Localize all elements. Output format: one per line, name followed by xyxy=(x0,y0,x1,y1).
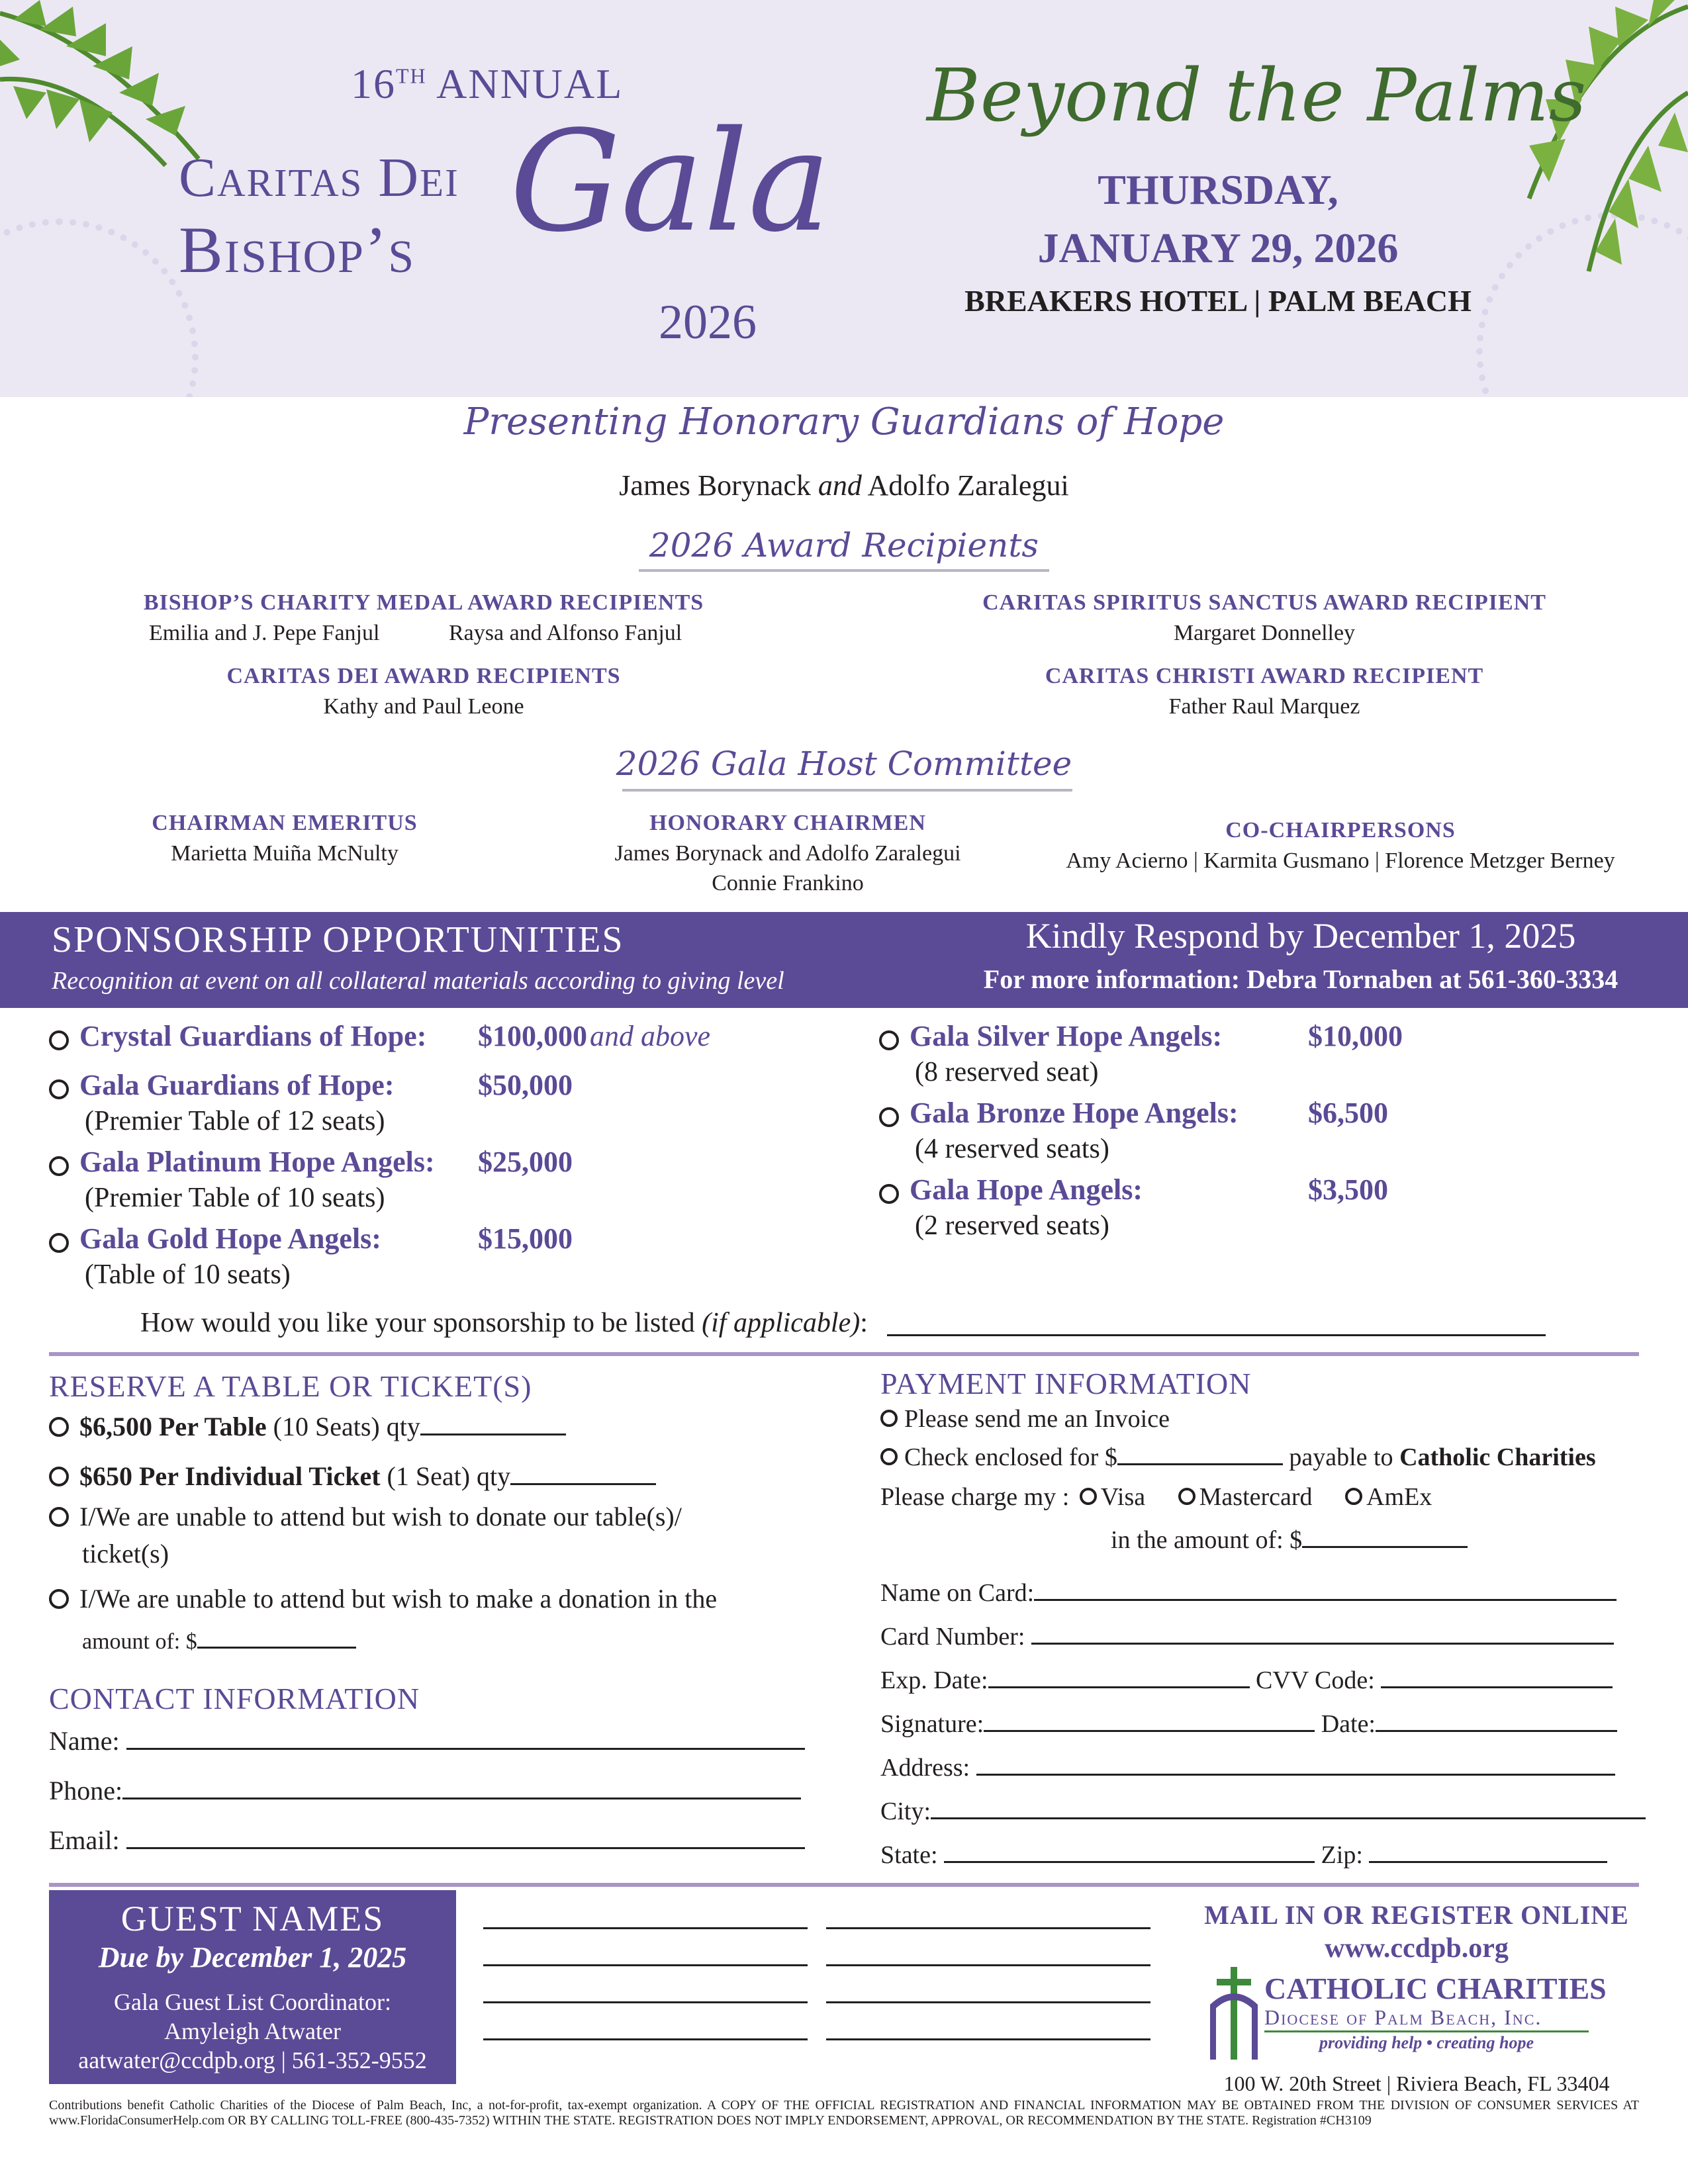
signature-date-row[interactable]: Signature: Date: xyxy=(880,1709,1617,1739)
checkbox-circle-icon[interactable] xyxy=(879,1107,899,1127)
guest-names-due: Due by December 1, 2025 xyxy=(98,1941,407,1974)
donation-amount-input[interactable] xyxy=(197,1647,356,1649)
payment-heading: PAYMENT INFORMATION xyxy=(880,1367,1252,1400)
checkbox-circle-icon[interactable] xyxy=(49,1589,69,1609)
reserve-heading: RESERVE A TABLE OR TICKET(S) xyxy=(49,1369,532,1403)
cvv-input[interactable] xyxy=(1381,1686,1613,1688)
edition-number: 16 xyxy=(351,60,396,107)
sponsor-note-silver: (8 reserved seat) xyxy=(915,1057,1099,1087)
chairman-emeritus-title: CHAIRMAN EMERITUS xyxy=(152,811,418,835)
guest-name-input[interactable] xyxy=(483,2038,808,2040)
address-row[interactable]: Address: xyxy=(880,1753,1615,1782)
section-divider xyxy=(49,1352,1639,1356)
co-chairpersons-title: CO-CHAIRPERSONS xyxy=(1225,818,1456,842)
honorary-chairmen-names-2: Connie Frankino xyxy=(712,871,864,895)
checkbox-circle-icon[interactable] xyxy=(49,1156,69,1176)
check-amount-input[interactable] xyxy=(1117,1463,1283,1465)
awards-heading: 2026 Award Recipients xyxy=(649,526,1039,565)
committee-heading: 2026 Gala Host Committee xyxy=(616,745,1072,783)
event-venue: BREAKERS HOTEL | PALM BEACH xyxy=(964,284,1472,318)
coordinator-label: Gala Guest List Coordinator: xyxy=(114,1989,391,2015)
checkbox-circle-icon[interactable] xyxy=(879,1030,899,1050)
state-input[interactable] xyxy=(944,1861,1315,1863)
sponsor-amount-guardians: $50,000 xyxy=(478,1069,573,1101)
checkbox-circle-icon[interactable] xyxy=(49,1467,69,1486)
sponsor-note-hope-angels: (2 reserved seats) xyxy=(915,1210,1109,1241)
guest-name-input[interactable] xyxy=(826,2001,1150,2003)
honorary-chairmen-title: HONORARY CHAIRMEN xyxy=(649,811,926,835)
guest-names-title: GUEST NAMES xyxy=(120,1899,385,1938)
honorary-chairmen-names-1: James Borynack and Adolfo Zaralegui xyxy=(614,841,961,866)
sponsorship-subtitle: Recognition at event on all collateral materials according to giving level xyxy=(52,967,784,995)
more-info: For more information: Debra Tornaben at 561-360-3334 xyxy=(983,964,1618,994)
dei-award-title: CARITAS DEI AWARD RECIPIENTS xyxy=(226,664,621,688)
edition-word: ANNUAL xyxy=(436,60,624,107)
name-on-card-input[interactable] xyxy=(1034,1599,1617,1601)
reserve-ticket-row[interactable]: $650 Per Individual Ticket (1 Seat) qty xyxy=(49,1461,656,1492)
gala-year: 2026 xyxy=(659,295,757,349)
org-tagline: providing help • creating hope xyxy=(1319,2033,1534,2052)
card-number-input[interactable] xyxy=(1031,1643,1614,1645)
sponsor-note-bronze: (4 reserved seats) xyxy=(915,1134,1109,1164)
address-input[interactable] xyxy=(976,1774,1615,1776)
palm-frond-right-icon xyxy=(1489,0,1688,278)
title-line-1: Caritas Dei xyxy=(179,147,459,208)
co-chairpersons-names: Amy Acierno | Karmita Gusmano | Florence Metzger Berney xyxy=(1066,848,1615,873)
coordinator-contact: aatwater@ccdpb.org | 561-352-9552 xyxy=(78,2047,427,2073)
sponsor-level-guardians[interactable]: Gala Guardians of Hope: xyxy=(49,1068,395,1102)
sponsor-level-hope-angels[interactable]: Gala Hope Angels: xyxy=(879,1173,1143,1206)
checkbox-circle-icon[interactable] xyxy=(880,1410,898,1427)
check-option[interactable]: Check enclosed for $ payable to Catholic Charities xyxy=(880,1443,1596,1472)
reserve-table-row[interactable]: $6,500 Per Table (10 Seats) qty xyxy=(49,1411,566,1442)
checkbox-circle-icon[interactable] xyxy=(49,1079,69,1099)
donate-table-row[interactable]: I/We are unable to attend but wish to donate our table(s)/ xyxy=(49,1501,682,1532)
guest-name-input[interactable] xyxy=(483,1964,808,1966)
title-line-2: Bishop’s xyxy=(179,213,416,287)
sponsor-note-guardians: (Premier Table of 12 seats) xyxy=(85,1106,385,1136)
invoice-option[interactable]: Please send me an Invoice xyxy=(880,1404,1170,1433)
honorary-names xyxy=(0,469,1688,502)
sponsor-amount-platinum: $25,000 xyxy=(478,1146,573,1178)
committee-heading-underline xyxy=(622,789,1072,792)
sponsor-level-silver[interactable]: Gala Silver Hope Angels: xyxy=(879,1019,1222,1053)
legal-disclaimer: Contributions benefit Catholic Charities of the Diocese of Palm Beach, Inc, a not-for-profit, tax-exempt organization. A COPY OF THE OFFICIAL REGISTRATION AND FINANCIAL INFORMATION MAY BE OBTAINED FROM THE DIVISION OF CONSUMER SERVICES AT www.FloridaConsumerHelp.com OR BY CALLING TOLL-FREE (800-435-7352) WITHIN THE STATE. REGISTRATION DOES NOT IMPLY ENDORSEMENT, APPROVAL, OR RECOMMENDATION BY THE STATE. Registration #CH3109 xyxy=(49,2098,1639,2128)
contact-name-row[interactable]: Name: xyxy=(49,1725,805,1756)
signature-date-input[interactable] xyxy=(1376,1730,1617,1732)
charge-amount-row[interactable]: in the amount of: $ xyxy=(1111,1525,1468,1555)
signature-input[interactable] xyxy=(984,1730,1315,1732)
org-divider xyxy=(1264,2030,1589,2032)
sponsorship-listing-input[interactable] xyxy=(887,1334,1546,1336)
honorary-and: and xyxy=(818,469,862,502)
org-subtitle: Diocese of Palm Beach, Inc. xyxy=(1264,2005,1542,2029)
lace-ornament-left xyxy=(0,218,199,397)
sponsor-amount-bronze: $6,500 xyxy=(1308,1097,1388,1129)
website-link[interactable]: www.ccdpb.org xyxy=(1325,1933,1509,1964)
respond-deadline: Kindly Respond by December 1, 2025 xyxy=(1025,916,1576,956)
checkbox-circle-icon[interactable] xyxy=(49,1030,69,1050)
guest-name-input[interactable] xyxy=(483,2001,808,2003)
sponsorship-title: SPONSORSHIP OPPORTUNITIES xyxy=(52,919,624,960)
sponsor-amount-crystal: $100,000 and above xyxy=(478,1020,711,1052)
contact-heading: CONTACT INFORMATION xyxy=(49,1682,420,1715)
zip-input[interactable] xyxy=(1369,1861,1607,1863)
bishops-award-names-b: Raysa and Alfonso Fanjul xyxy=(449,621,682,645)
sponsor-level-platinum[interactable]: Gala Platinum Hope Angels: xyxy=(49,1145,435,1179)
exp-date-input[interactable] xyxy=(988,1686,1250,1688)
event-day: THURSDAY, xyxy=(1098,166,1338,213)
table-qty-input[interactable] xyxy=(420,1433,566,1435)
gala-script-title: Gala xyxy=(510,101,831,263)
honorary-name-2: Adolfo Zaralegui xyxy=(867,469,1069,502)
sponsor-amount-silver: $10,000 xyxy=(1308,1020,1403,1052)
name-on-card-row[interactable]: Name on Card: xyxy=(880,1578,1617,1608)
coordinator-name: Amyleigh Atwater xyxy=(164,2018,341,2044)
checkbox-circle-icon[interactable] xyxy=(49,1233,69,1253)
checkbox-circle-icon[interactable] xyxy=(880,1448,898,1465)
dei-award-names: Kathy and Paul Leone xyxy=(323,694,524,719)
chairman-emeritus-name: Marietta Muiña McNulty xyxy=(171,841,399,866)
guest-name-input[interactable] xyxy=(826,1927,1150,1929)
guest-name-input[interactable] xyxy=(826,2038,1150,2040)
catholic-charities-cross-icon xyxy=(1210,1967,1258,2060)
checkbox-circle-icon[interactable] xyxy=(49,1507,69,1527)
honorary-heading: Presenting Honorary Guardians of Hope xyxy=(463,400,1225,443)
donation-amount-row[interactable]: amount of: $ xyxy=(82,1629,356,1655)
contact-email-row[interactable]: Email: xyxy=(49,1825,805,1856)
charge-card-row: Please charge my : Visa Mastercard AmEx xyxy=(880,1483,1432,1511)
section-divider-2 xyxy=(49,1883,1639,1887)
city-input[interactable] xyxy=(931,1817,1646,1819)
sponsor-level-gold[interactable]: Gala Gold Hope Angels: xyxy=(49,1222,381,1255)
checkbox-circle-icon[interactable] xyxy=(49,1417,69,1437)
city-row[interactable]: City: xyxy=(880,1797,1646,1826)
org-name: CATHOLIC CHARITIES xyxy=(1264,1972,1607,2005)
exp-cvv-row[interactable]: Exp. Date: CVV Code: xyxy=(880,1666,1613,1695)
edition-superscript: TH xyxy=(396,64,427,88)
spiritus-award-name: Margaret Donnelley xyxy=(1173,621,1356,645)
visa-radio-icon[interactable] xyxy=(1080,1488,1097,1505)
sponsor-amount-gold: $15,000 xyxy=(478,1222,573,1255)
amex-radio-icon[interactable] xyxy=(1345,1488,1362,1505)
donate-table-row-cont: ticket(s) xyxy=(82,1539,169,1569)
contact-phone-input[interactable] xyxy=(122,1797,801,1799)
contact-email-input[interactable] xyxy=(126,1847,805,1849)
event-date: JANUARY 29, 2026 xyxy=(1037,224,1399,271)
checkbox-circle-icon[interactable] xyxy=(879,1184,899,1204)
charge-amount-input[interactable] xyxy=(1302,1546,1468,1548)
sponsor-level-bronze[interactable]: Gala Bronze Hope Angels: xyxy=(879,1096,1239,1130)
spiritus-award-title: CARITAS SPIRITUS SANCTUS AWARD RECIPIENT xyxy=(982,590,1546,615)
sponsor-amount-hope-angels: $3,500 xyxy=(1308,1173,1388,1206)
contact-name-input[interactable] xyxy=(126,1748,805,1750)
honorary-name-1: James Borynack xyxy=(619,469,811,502)
mail-in-heading: MAIL IN OR REGISTER ONLINE xyxy=(1204,1900,1629,1930)
ticket-qty-input[interactable] xyxy=(510,1483,656,1485)
christi-award-name: Father Raul Marquez xyxy=(1168,694,1360,719)
sponsor-note-platinum: (Premier Table of 10 seats) xyxy=(85,1183,385,1213)
beyond-the-palms-tagline: Beyond the Palms xyxy=(927,53,1587,138)
card-number-row[interactable]: Card Number: xyxy=(880,1622,1614,1651)
mailing-address: 100 W. 20th Street | Riviera Beach, FL 33404 xyxy=(1223,2071,1610,2095)
sponsor-note-gold: (Table of 10 seats) xyxy=(85,1259,291,1290)
guest-name-input[interactable] xyxy=(483,1927,808,1929)
sponsorship-listing-question: How would you like your sponsorship to be listed (if applicable): xyxy=(140,1308,868,1338)
guest-name-input[interactable] xyxy=(826,1964,1150,1966)
contact-phone-row[interactable]: Phone: xyxy=(49,1775,801,1806)
christi-award-title: CARITAS CHRISTI AWARD RECIPIENT xyxy=(1045,664,1484,688)
mastercard-radio-icon[interactable] xyxy=(1178,1488,1196,1505)
state-zip-row[interactable]: State: Zip: xyxy=(880,1841,1607,1870)
bishops-award-title: BISHOP’S CHARITY MEDAL AWARD RECIPIENTS xyxy=(143,590,704,615)
awards-heading-underline xyxy=(639,569,1049,572)
bishops-award-names-a: Emilia and J. Pepe Fanjul xyxy=(149,621,380,645)
sponsor-level-crystal[interactable]: Crystal Guardians of Hope: xyxy=(49,1019,426,1053)
donation-row[interactable]: I/We are unable to attend but wish to make a donation in the xyxy=(49,1583,717,1614)
